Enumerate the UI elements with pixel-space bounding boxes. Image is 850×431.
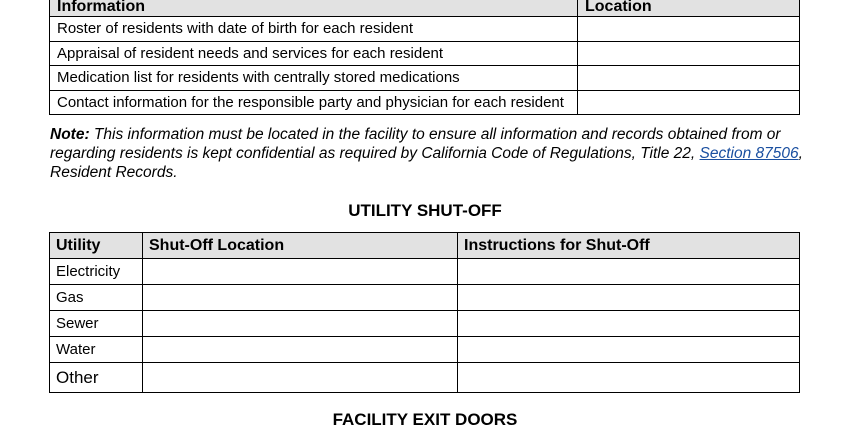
utility-name: Water — [50, 337, 143, 363]
info-cell: Appraisal of resident needs and services for each resident — [50, 41, 578, 66]
records-location-table — [49, 0, 800, 115]
shutoff-location-cell[interactable] — [143, 285, 458, 311]
table-row — [50, 259, 800, 285]
shutoff-location-cell[interactable] — [143, 337, 458, 363]
shutoff-location-cell[interactable] — [143, 311, 458, 337]
header-information: Information — [50, 0, 578, 17]
instructions-cell[interactable] — [458, 285, 800, 311]
table-row — [50, 285, 800, 311]
table-header-row — [50, 0, 800, 17]
table-row — [50, 90, 800, 115]
table-row — [50, 337, 800, 363]
instructions-cell[interactable] — [458, 259, 800, 285]
note-text-end: , Resident Records. — [50, 145, 803, 181]
shutoff-location-cell[interactable] — [143, 259, 458, 285]
info-cell: Roster of residents with date of birth for each resident — [50, 17, 578, 42]
table-row — [50, 17, 800, 42]
table-header-row — [50, 233, 800, 259]
confidentiality-note — [50, 125, 810, 182]
utility-shutoff-table — [49, 232, 800, 393]
location-input-cell[interactable] — [578, 41, 800, 66]
table-row — [50, 311, 800, 337]
shutoff-location-cell[interactable] — [143, 363, 458, 393]
instructions-cell[interactable] — [458, 311, 800, 337]
info-cell: Contact information for the responsible party and physician for each resident — [50, 90, 578, 115]
header-location: Location — [578, 0, 800, 17]
utility-shutoff-heading: UTILITY SHUT-OFF — [348, 201, 502, 220]
utility-name: Other — [50, 363, 143, 393]
utility-name: Gas — [50, 285, 143, 311]
location-input-cell[interactable] — [578, 66, 800, 91]
header-instructions: Instructions for Shut-Off — [458, 233, 800, 259]
location-input-cell[interactable] — [578, 17, 800, 42]
table-row — [50, 66, 800, 91]
utility-name: Sewer — [50, 311, 143, 337]
note-text: This information must be located in the facility to ensure all information and records obtained from or regarding residents is kept confidential as required by California Code of Regulations, Title 22, — [50, 126, 781, 162]
location-input-cell[interactable] — [578, 90, 800, 115]
utility-name: Electricity — [50, 259, 143, 285]
facility-exit-doors-heading: FACILITY EXIT DOORS — [332, 410, 518, 429]
table-row — [50, 41, 800, 66]
header-utility: Utility — [50, 233, 143, 259]
instructions-cell[interactable] — [458, 363, 800, 393]
instructions-cell[interactable] — [458, 337, 800, 363]
table-row — [50, 363, 800, 393]
info-cell: Medication list for residents with centrally stored medications — [50, 66, 578, 91]
header-shutoff-location: Shut-Off Location — [143, 233, 458, 259]
section-link[interactable]: Section 87506 — [699, 145, 799, 162]
note-label: Note: — [50, 126, 90, 143]
